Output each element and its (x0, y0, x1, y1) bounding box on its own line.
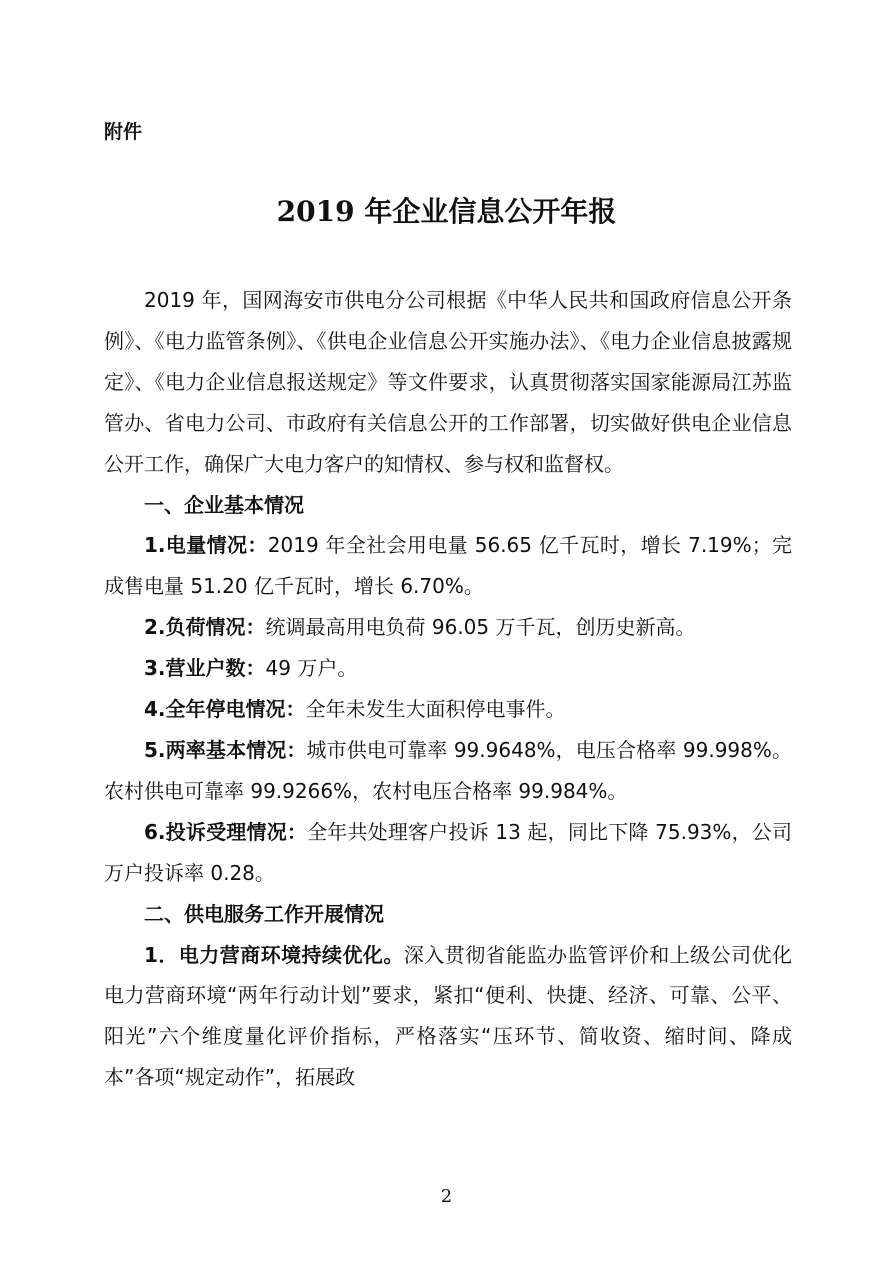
item-text: 49 万户。 (265, 656, 358, 681)
document-title: 2019 年企业信息公开年报 (276, 195, 617, 228)
item-label: 2.负荷情况： (144, 615, 266, 640)
item-label: 1．电力营商环境持续优化。 (144, 942, 404, 967)
document-body (104, 280, 792, 1098)
section-heading-service: 二、供电服务工作开展情况 (144, 901, 384, 926)
item-reliability-rates (104, 730, 792, 812)
page-number: 2 (440, 1186, 453, 1207)
item-outages (104, 689, 792, 730)
item-households (104, 648, 792, 689)
attachment-label: 附件 (104, 121, 143, 143)
intro-paragraph: 2019 年，国网海安市供电分公司根据《中华人民共和国政府信息公开条例》、《电力监管条例》、《供电企业信息公开实施办法》、《电力企业信息披露规定》、《电力企业信息报送规定》等文件要求，认真贯彻落实国家能源局江苏监管办、省电力公司、市政府有关信息公开的工作部署，切实做好供电企业信息公开工作，确保广大电力客户的知情权、参与权和监督权。 (104, 288, 792, 476)
item-text: 城市供电可靠率 99.9648%，电压合格率 99.998%。农村供电可靠率 99.9266%，农村电压合格率 99.984%。 (104, 737, 792, 803)
item-business-environment (104, 935, 792, 1099)
item-text: 2019 年全社会用电量 56.65 亿千瓦时，增长 7.19%；完成售电量 51.20 亿千瓦时，增长 6.70%。 (104, 533, 792, 599)
item-complaints (104, 812, 792, 894)
item-load (104, 607, 792, 648)
item-electricity (104, 525, 792, 607)
item-label: 5.两率基本情况： (144, 737, 307, 762)
item-label: 6.投诉受理情况： (144, 819, 308, 844)
item-label: 1.电量情况： (144, 533, 268, 558)
item-text: 统调最高用电负荷 96.05 万千瓦，创历史新高。 (265, 615, 696, 640)
item-label: 3.营业户数： (144, 656, 266, 681)
item-text: 深入贯彻省能监办监管评价和上级公司优化电力营商环境“两年行动计划”要求，紧扣“便利、快捷、经济、可靠、公平、阳光”六个维度量化评价指标，严格落实“压环节、简收资、缩时间、降成本”各项“规定动作”，拓展政 (104, 942, 793, 1090)
item-text: 全年未发生大面积停电事件。 (305, 697, 566, 722)
section-heading-basic-info: 一、企业基本情况 (144, 492, 304, 517)
item-text: 全年共处理客户投诉 13 起，同比下降 75.93%，公司万户投诉率 0.28。 (104, 819, 793, 885)
item-label: 4.全年停电情况： (144, 697, 306, 722)
